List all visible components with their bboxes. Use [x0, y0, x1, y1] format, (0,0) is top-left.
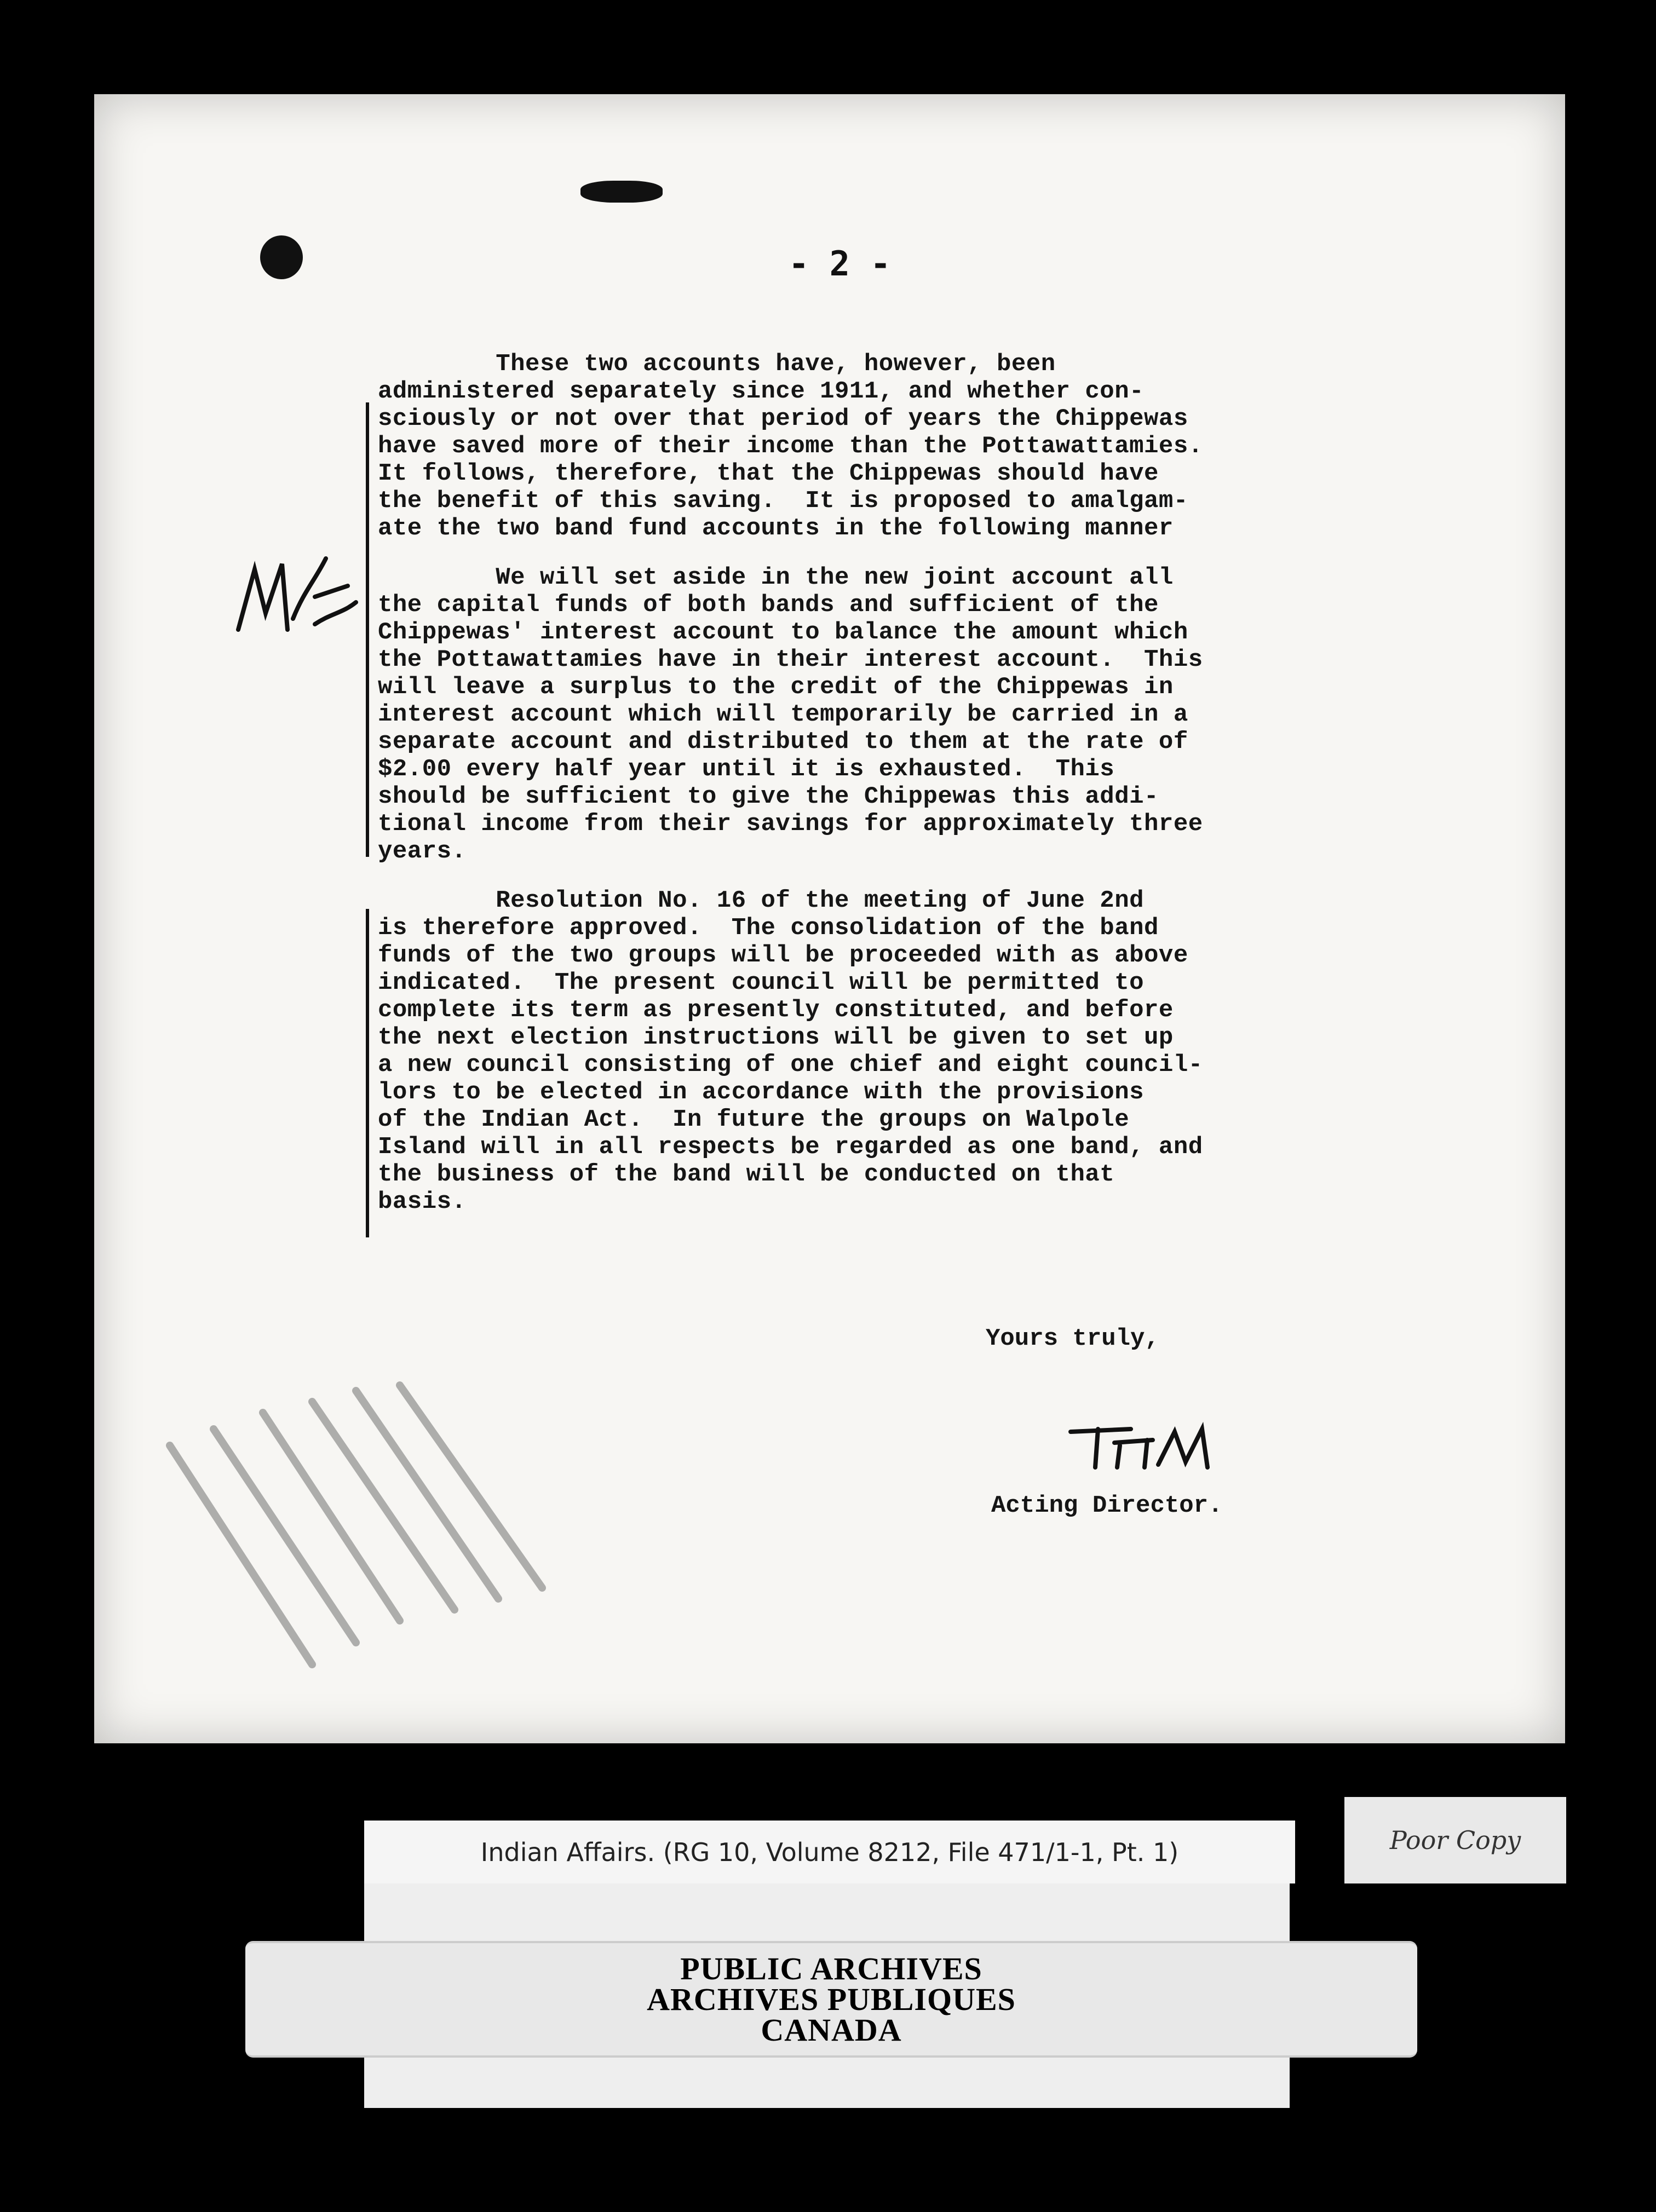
stamp-line: CANADA: [761, 2012, 902, 2048]
ink-blot: [260, 235, 303, 279]
text-line: These two accounts have, however, been: [378, 350, 1056, 378]
text-line: the business of the band will be conducted on that: [378, 1161, 1115, 1188]
smudge-marks: [148, 1380, 586, 1686]
text-line: Resolution No. 16 of the meeting of June 2nd: [378, 887, 1145, 914]
archive-stamp: [245, 1941, 1417, 2058]
text-line: should be sufficient to give the Chippewas this addi-: [378, 783, 1159, 810]
text-line: interest account which will temporarily be carried in a: [378, 701, 1188, 728]
text-line: the benefit of this saving. It is proposed to amalgam-: [378, 487, 1188, 515]
paragraph-1: [378, 350, 1440, 542]
text-line: administered separately since 1911, and whether con-: [378, 378, 1145, 405]
text-line: $2.00 every half year until it is exhausted. This: [378, 756, 1115, 783]
archive-citation: Indian Affairs. (RG 10, Volume 8212, File 471/1-1, Pt. 1): [364, 1821, 1295, 1883]
handwritten-margin-note: [233, 548, 359, 641]
text-line: a new council consisting of one chief and eight council-: [378, 1051, 1203, 1079]
text-line: complete its term as presently constituted, and before: [378, 996, 1174, 1024]
margin-bracket: [366, 909, 369, 1237]
text-line: funds of the two groups will be proceeded with as above: [378, 942, 1188, 969]
text-line: Island will in all respects be regarded as one band, and: [378, 1133, 1203, 1161]
closing: Yours truly,: [986, 1325, 1159, 1352]
text-line: It follows, therefore, that the Chippewas should have: [378, 460, 1159, 487]
text-line: Chippewas' interest account to balance the amount which: [378, 619, 1188, 646]
text-line: of the Indian Act. In future the groups on Walpole: [378, 1106, 1130, 1133]
signature: [1065, 1415, 1229, 1476]
text-line: indicated. The present council will be permitted to: [378, 969, 1145, 996]
handwritten-note: Poor Copy: [1344, 1797, 1566, 1883]
text-line: separate account and distributed to them at the rate of: [378, 728, 1188, 756]
text-line: have saved more of their income than the Pottawattamies.: [378, 433, 1203, 460]
text-line: basis.: [378, 1188, 467, 1216]
page-number: - 2 -: [789, 244, 891, 284]
text-line: the next election instructions will be given to set up: [378, 1024, 1174, 1051]
stamp-line: ARCHIVES PUBLIQUES: [647, 1981, 1016, 2017]
text-line: the Pottawattamies have in their interest account. This: [378, 646, 1203, 673]
text-line: We will set aside in the new joint account all: [378, 564, 1174, 591]
text-line: will leave a surplus to the credit of the Chippewas in: [378, 673, 1174, 701]
text-line: years.: [378, 838, 467, 865]
margin-bracket: [366, 402, 369, 857]
text-line: tional income from their savings for approximately three: [378, 810, 1203, 838]
ink-blot: [580, 181, 663, 203]
text-line: sciously or not over that period of years the Chippewas: [378, 405, 1188, 433]
text-line: lors to be elected in accordance with the provisions: [378, 1079, 1145, 1106]
text-line: the capital funds of both bands and sufficient of the: [378, 591, 1159, 619]
paragraph-3: [378, 887, 1440, 1216]
stamp-line: PUBLIC ARCHIVES: [680, 1950, 982, 1986]
signatory-title: Acting Director.: [991, 1492, 1223, 1519]
paragraph-2: [378, 564, 1440, 865]
text-line: ate the two band fund accounts in the following manner: [378, 515, 1174, 542]
text-line: is therefore approved. The consolidation of the band: [378, 914, 1159, 942]
